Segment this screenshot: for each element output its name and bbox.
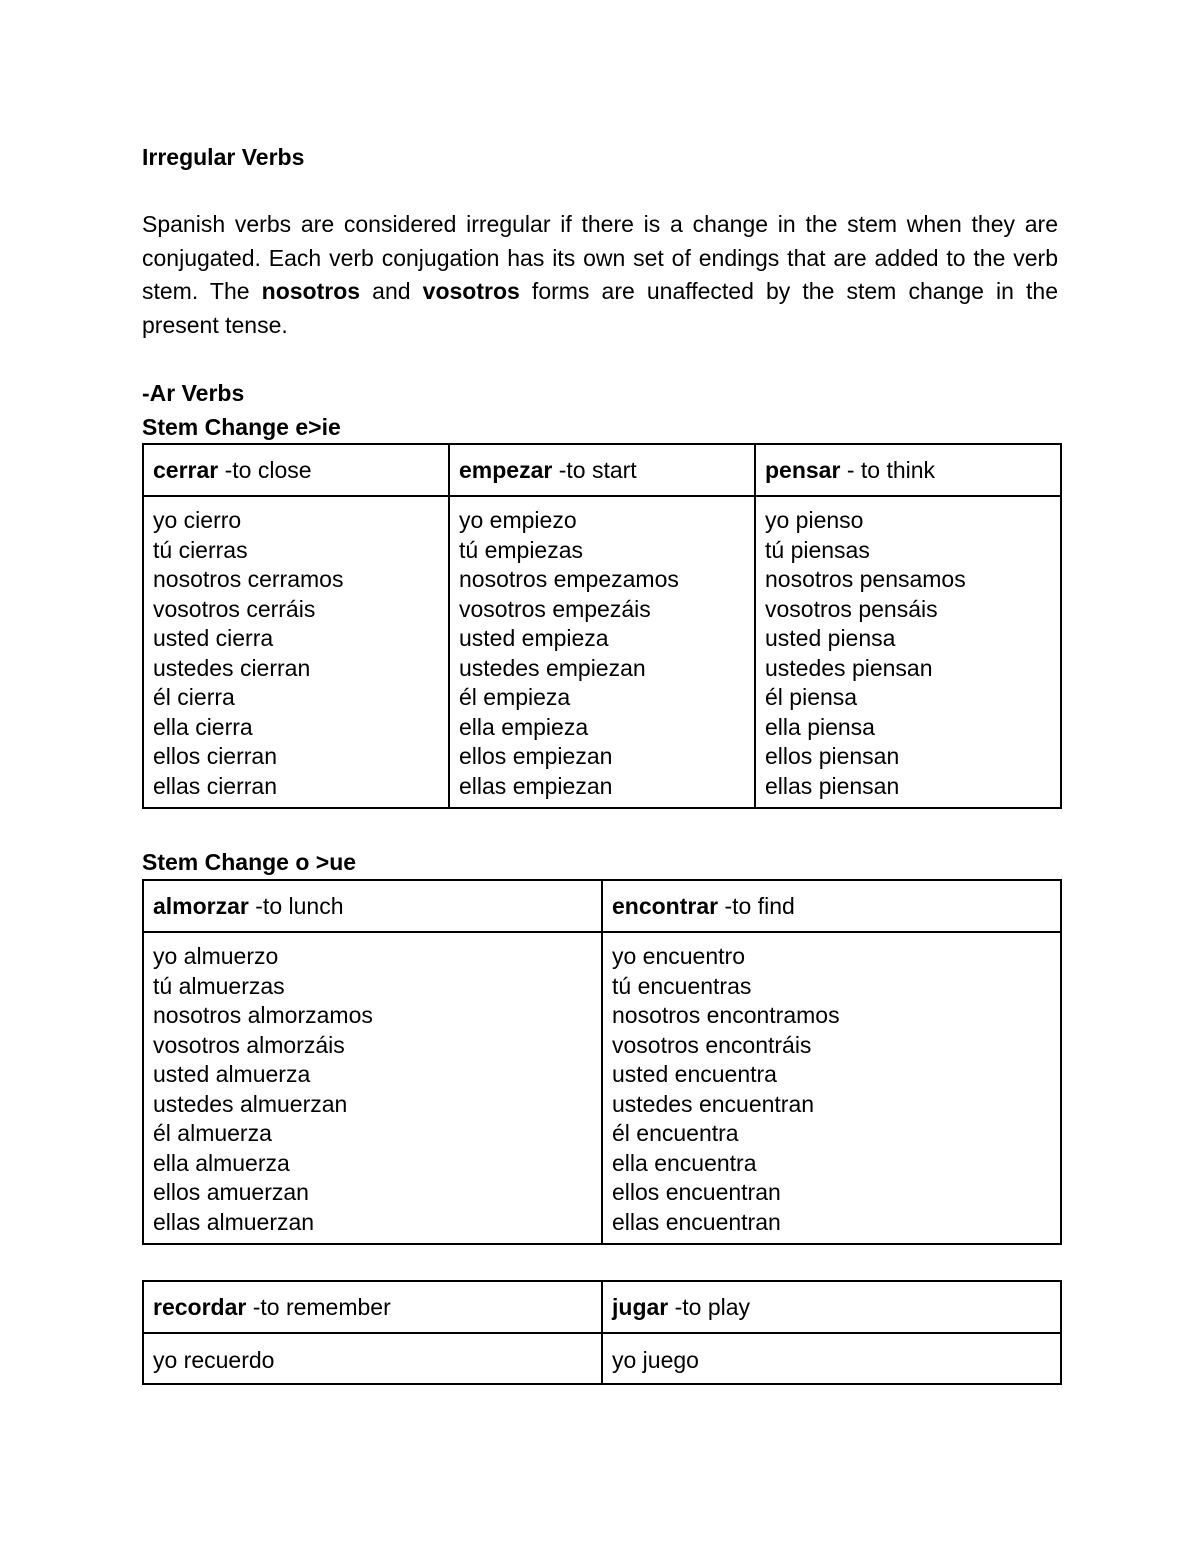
conjugation-form: ella piensa [765,713,875,740]
conjugation-form: ellos amuerzan [153,1179,309,1205]
conjugation-form: él cierra [153,684,235,710]
conjugation-form: ustedes empiezan [459,654,646,681]
conjugation-cell [449,496,755,808]
conjugation-form: yo almuerzo [153,943,279,969]
verb-header-cell [143,444,449,496]
verb-infinitive: pensar [765,457,841,483]
conjugation-form: yo juego [612,1347,699,1373]
conjugation-form: vosotros pensáis [765,595,938,622]
conjugation-form: vosotros encontráis [612,1031,812,1058]
conjugation-form: tú cierras [153,536,248,563]
table-body-row [143,496,1061,808]
conjugation-form: tú empiezas [459,536,584,563]
subheading-stem-change-e-ie: Stem Change e>ie [142,414,341,440]
verb-meaning: -to remember [246,1294,391,1320]
verb-header-cell [602,1281,1061,1333]
verb-infinitive: almorzar [153,893,249,919]
conjugation-form: ella empieza [459,713,589,740]
section-heading-ar-verbs: -Ar Verbs [142,380,245,406]
table-header-row [143,880,1061,932]
intro-text-2: and [360,278,423,304]
conjugation-form: ella encuentra [612,1149,757,1176]
table-header-row [143,444,1061,496]
table-body-row [143,1333,1061,1384]
conjugation-form: ustedes cierran [153,654,311,681]
conjugation-form: ellas cierran [153,772,277,799]
conjugation-form: ellos empiezan [459,743,613,769]
verb-meaning: -to start [552,457,637,483]
conjugation-form: él piensa [765,684,858,710]
conjugation-form: nosotros encontramos [612,1002,840,1028]
conjugation-form: ellos piensan [765,743,900,769]
conjugation-form: vosotros empezáis [459,595,651,622]
verb-header-cell [143,880,602,932]
conjugation-form: ellos cierran [153,743,277,769]
verb-meaning: - to think [840,457,936,483]
table-e-ie [142,443,1062,809]
conjugation-form: nosotros almorzamos [153,1002,373,1028]
conjugation-form: ella almuerza [153,1149,290,1176]
conjugation-form: ustedes almuerzan [153,1090,348,1117]
verb-infinitive: cerrar [153,457,219,483]
conjugation-form: usted almuerza [153,1061,311,1087]
verb-header-cell [755,444,1061,496]
conjugation-form: ustedes encuentran [612,1090,815,1117]
verb-meaning: -to play [668,1294,751,1320]
conjugation-form: ellas encuentran [612,1208,781,1235]
conjugation-form: tú piensas [765,536,870,563]
conjugation-form: usted piensa [765,625,896,651]
conjugation-form: ellas empiezan [459,772,613,799]
conjugation-form: ella cierra [153,713,253,740]
conjugation-form: yo cierro [153,507,242,533]
intro-bold-vosotros: vosotros [422,278,520,304]
verb-infinitive: encontrar [612,893,719,919]
conjugation-form: yo pienso [765,507,864,533]
conjugation-form: ellas almuerzan [153,1208,315,1235]
conjugation-cell [602,932,1061,1244]
conjugation-form: él almuerza [153,1120,272,1146]
conjugation-form: yo recuerdo [153,1347,275,1373]
intro-paragraph [142,208,1058,342]
conjugation-cell [755,496,1061,808]
conjugation-cell [602,1333,1061,1384]
verb-meaning: -to close [218,457,312,483]
conjugation-form: yo empiezo [459,507,577,533]
conjugation-cell [143,496,449,808]
verb-infinitive: jugar [612,1294,669,1320]
conjugation-cell [143,932,602,1244]
conjugation-form: nosotros cerramos [153,566,344,592]
conjugation-form: ustedes piensan [765,654,933,681]
verb-infinitive: recordar [153,1294,247,1320]
verb-meaning: -to find [718,893,795,919]
table-o-ue-continued [142,1280,1062,1385]
verb-header-cell [449,444,755,496]
document-title: Irregular Verbs [142,144,305,170]
intro-bold-nosotros: nosotros [261,278,361,304]
conjugation-form: vosotros almorzáis [153,1031,345,1058]
table-body-row [143,932,1061,1244]
intro-text-3: forms are unaffected by the stem change in the present tense. [142,278,1058,338]
conjugation-form: tú encuentras [612,972,752,999]
conjugation-form: ellos encuentran [612,1179,781,1205]
conjugation-form: usted empieza [459,625,609,651]
verb-header-cell [143,1281,602,1333]
conjugation-cell [143,1333,602,1384]
table-o-ue [142,879,1062,1245]
verb-infinitive: empezar [459,457,553,483]
conjugation-form: él empieza [459,684,571,710]
conjugation-form: tú almuerzas [153,972,285,999]
conjugation-form: vosotros cerráis [153,595,316,622]
verb-meaning: -to lunch [248,893,344,919]
conjugation-form: yo encuentro [612,943,745,969]
verb-header-cell [602,880,1061,932]
conjugation-form: nosotros empezamos [459,566,679,592]
conjugation-form: usted cierra [153,625,274,651]
conjugation-form: ellas piensan [765,772,900,799]
intro-text-1: Spanish verbs are considered irregular if there is a change in the stem when they are conjugated. Each verb conjugation has its own set of endings that are added to the verb stem. The [142,211,1058,304]
table-header-row [143,1281,1061,1333]
conjugation-form: usted encuentra [612,1061,777,1087]
conjugation-form: él encuentra [612,1120,739,1146]
conjugation-form: nosotros pensamos [765,566,966,592]
subheading-stem-change-o-ue: Stem Change o >ue [142,849,357,875]
